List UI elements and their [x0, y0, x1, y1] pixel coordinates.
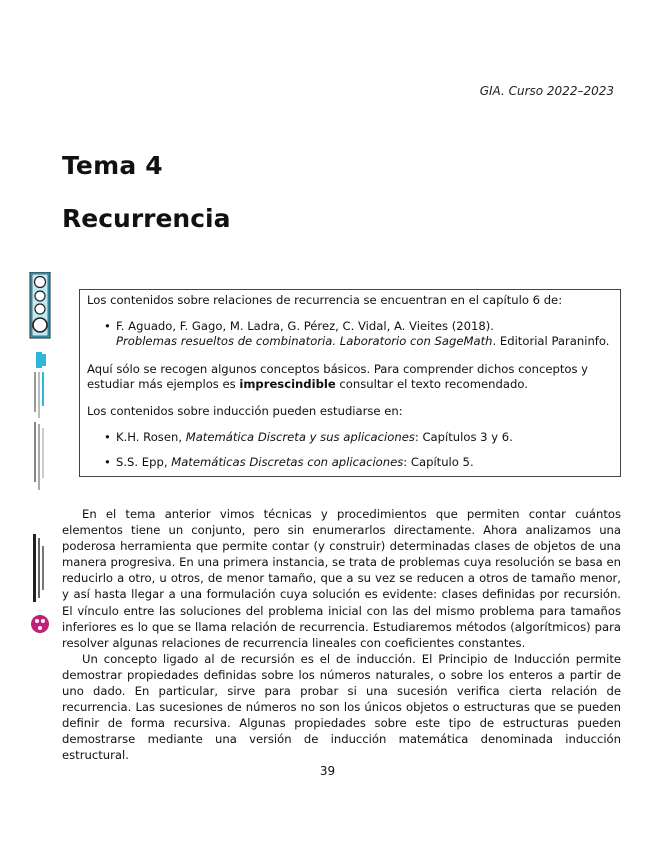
- basics-note: Aquí sólo se recogen algunos conceptos básicos. Para comprender dichos conceptos y estudiar más ejemplos es imprescindible consultar el texto recomendado.: [87, 361, 589, 392]
- paragraph-induction: Un concepto ligado al de recursión es el de inducción. El Principio de Inducción permite demostrar propiedades definidas sobre los números naturales, o sobre los enteros a partir de uno dado. En particular, sirve para probar si una sucesión verifica cierta relación de recurrencia. Las sucesiones de números no son los únicos objetos o estructuras que se pueden definir de forma recursiva. Algunas propiedades sobre este tipo de estructuras pueden demostrarse mediante una versión de inducción matemática denominada inducción estructural.: [62, 651, 621, 763]
- references-intro: Los contenidos sobre relaciones de recurrencia se encuentran en el capítulo 6 de:: [87, 293, 563, 307]
- license-sidebar: [29, 272, 51, 494]
- page-number: 39: [319, 764, 336, 778]
- course-header: GIA. Curso 2022–2023: [479, 84, 614, 98]
- cc-by-nc-sa-icon: [29, 272, 51, 494]
- emphasis-imprescindible: imprescindible: [239, 377, 336, 392]
- chapter-introduction: [62, 506, 621, 764]
- bullet-icon: •: [104, 455, 111, 470]
- chapter-title: Recurrencia: [62, 204, 231, 233]
- induction-intro: Los contenidos sobre inducción pueden estudiarse en:: [87, 403, 403, 418]
- reference-rosen: • K.H. Rosen, Matemática Discreta y sus aplicaciones: Capítulos 3 y 6.: [104, 429, 513, 444]
- bullet-icon: •: [104, 318, 111, 333]
- reference-authors: F. Aguado, F. Gago, M. Ladra, G. Pérez, C. Vidal, A. Vieites (2018).: [116, 318, 494, 333]
- bullet-icon: •: [104, 429, 111, 444]
- university-sidebar: [29, 532, 51, 642]
- chapter-number: Tema 4: [62, 151, 163, 180]
- reference-title: Problemas resueltos de combinatoria. Laboratorio con SageMath: [116, 334, 493, 349]
- reference-publisher: . Editorial Paraninfo.: [492, 334, 610, 349]
- references-box: [79, 289, 621, 477]
- paragraph-recursion: En el tema anterior vimos técnicas y procedimientos que permiten contar cuántos elementos tiene un conjunto, pero sin enumerarlos directamente. Ahora analizamos una poderosa herramienta que permite contar (y construir) determinadas clases de objetos de una manera progresiva. En una primera instancia, se trata de problemas cuya resolución se basa en reducirlo a otro, u otros, de menor tamaño, que a su vez se reducen a otros de tamaño menor, y así hasta llegar a una formulación cuya solución es evidente: clases definidas por recursión. El vínculo entre las soluciones del problema inicial con las del mismo problema para tamaños inferiores es lo que se llama relación de recurrencia. Estudiaremos métodos (algorítmicos) para resolver algunas relaciones de recurrencia lineales con coeficientes constantes.: [62, 507, 621, 650]
- reference-epp: • S.S. Epp, Matemáticas Discretas con aplicaciones: Capítulo 5.: [104, 455, 474, 470]
- reference-aguado: [87, 319, 613, 350]
- university-logo-icon: [29, 532, 51, 642]
